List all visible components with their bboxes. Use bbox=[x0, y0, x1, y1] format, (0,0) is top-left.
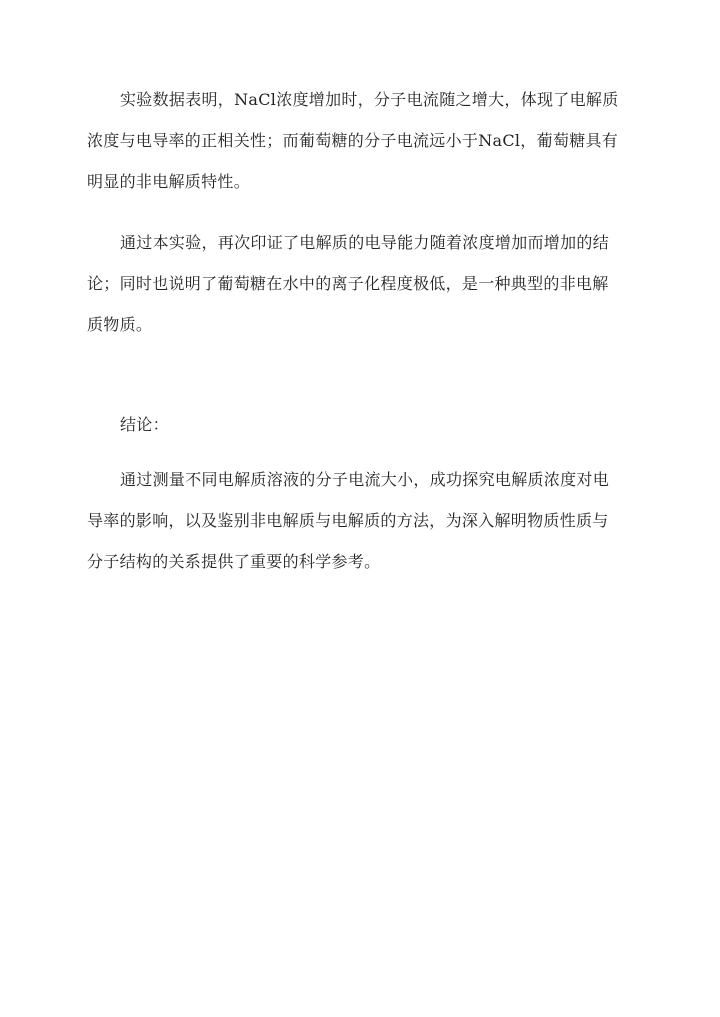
text-line: 浓度与电导率的正相关性；而葡萄糖的分子电流远小于NaCl，葡萄糖具有 bbox=[87, 131, 619, 150]
paragraph-experiment-summary bbox=[87, 222, 633, 345]
paragraph-experimental-results bbox=[87, 79, 633, 202]
text-line: 导率的影响，以及鉴别非电解质与电解质的方法，为深入解明物质性质与 bbox=[87, 511, 609, 530]
text-line: 通过测量不同电解质溶液的分子电流大小，成功探究电解质浓度对电 bbox=[120, 470, 610, 489]
text-line: 分子结构的关系提供了重要的科学参考。 bbox=[87, 552, 381, 571]
text-line: 论；同时也说明了葡萄糖在水中的离子化程度极低，是一种典型的非电解 bbox=[87, 274, 609, 293]
text-line: 质物质。 bbox=[87, 315, 153, 334]
conclusion-heading: 结论： bbox=[120, 415, 169, 434]
conclusion-heading-block bbox=[87, 404, 633, 445]
paragraph-conclusion bbox=[87, 459, 633, 582]
text-line: 明显的非电解质特性。 bbox=[87, 172, 251, 191]
text-line: 通过本实验，再次印证了电解质的电导能力随着浓度增加而增加的结 bbox=[120, 233, 610, 252]
text-line: 实验数据表明，NaCl浓度增加时，分子电流随之增大，体现了电解质 bbox=[120, 90, 619, 109]
